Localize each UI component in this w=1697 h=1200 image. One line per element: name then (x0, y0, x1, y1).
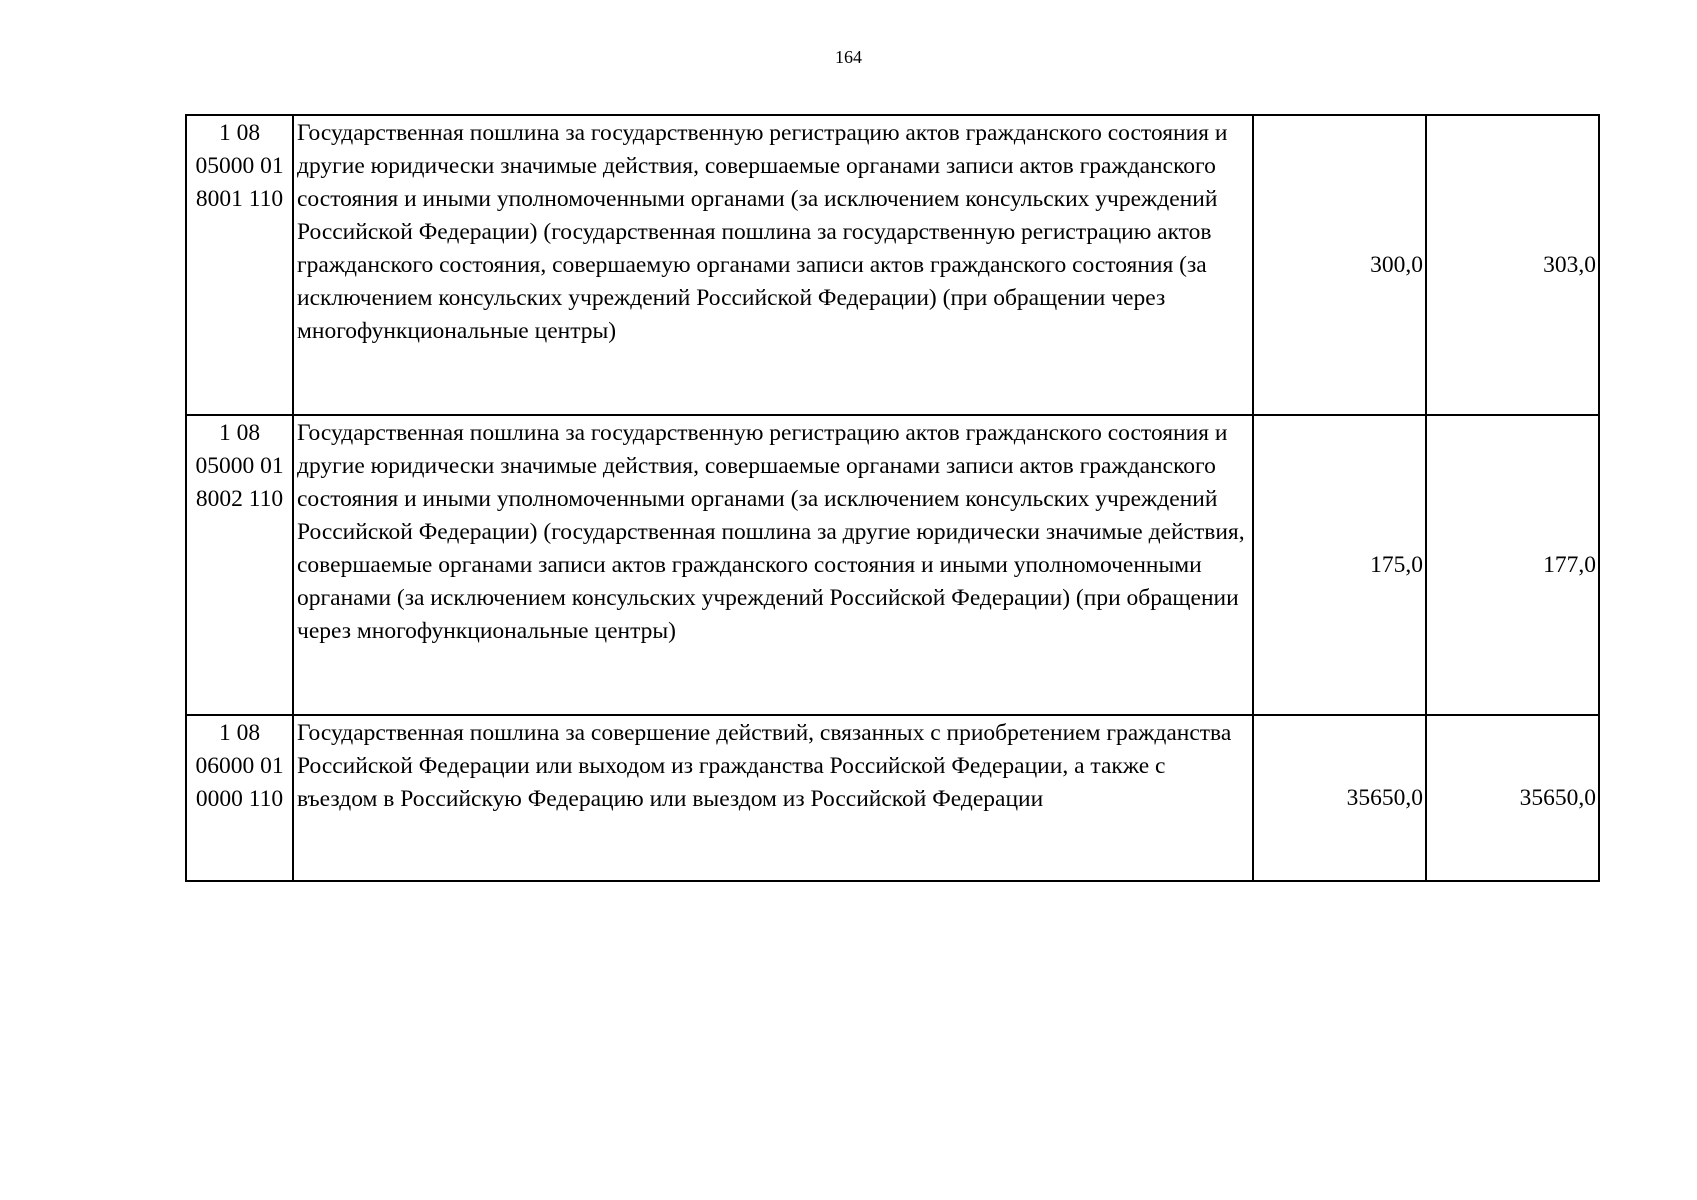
code-line: 05000 01 (195, 153, 284, 179)
code-line: 1 08 (218, 720, 261, 746)
code-line: 8001 110 (195, 186, 284, 212)
table-row (186, 715, 1599, 881)
table-row (186, 415, 1599, 715)
value-year-2-cell: 35650,0 (1426, 715, 1599, 881)
code-line: 1 08 (218, 420, 261, 446)
budget-revenue-table (185, 114, 1600, 882)
code-line: 05000 01 (195, 453, 284, 479)
code-line: 0000 110 (195, 786, 284, 812)
code-line: 1 08 (218, 120, 261, 146)
revenue-name-cell: Государственная пошлина за совершение действий, связанных с приобретением гражданства Российской Федерации или выходом из гражданства Российской Федерации, а также с въездом в Российскую Федерацию или выездом из Российской Федерации (293, 715, 1253, 881)
classification-code-cell (186, 415, 293, 715)
value-year-2-cell: 177,0 (1426, 415, 1599, 715)
code-line: 8002 110 (195, 486, 284, 512)
value-year-2-cell: 303,0 (1426, 115, 1599, 415)
classification-code-cell (186, 715, 293, 881)
table-row (186, 115, 1599, 415)
revenue-name-cell: Государственная пошлина за государственную регистрацию актов гражданского состояния и другие юридически значимые действия, совершаемые органами записи актов гражданского состояния и иными уполномоченными органами (за исключением консульских учреждений Российской Федерации) (государственная пошлина за государственную регистрацию актов гражданского состояния, совершаемую органами записи актов гражданского состояния (за исключением консульских учреждений Российской Федерации) (при обращении через многофункциональные центры) (293, 115, 1253, 415)
revenue-name-cell: Государственная пошлина за государственную регистрацию актов гражданского состояния и другие юридически значимые действия, совершаемые органами записи актов гражданского состояния и иными уполномоченными органами (за исключением консульских учреждений Российской Федерации) (государственная пошлина за другие юридически значимые действия, совершаемые органами записи актов гражданского состояния и иными уполномоченными органами (за исключением консульских учреждений Российской Федерации) (при обращении через многофункциональные центры) (293, 415, 1253, 715)
classification-code-cell (186, 115, 293, 415)
code-line: 06000 01 (195, 753, 284, 779)
value-year-1-cell: 35650,0 (1253, 715, 1426, 881)
value-year-1-cell: 175,0 (1253, 415, 1426, 715)
value-year-1-cell: 300,0 (1253, 115, 1426, 415)
page-number: 164 (835, 47, 862, 67)
